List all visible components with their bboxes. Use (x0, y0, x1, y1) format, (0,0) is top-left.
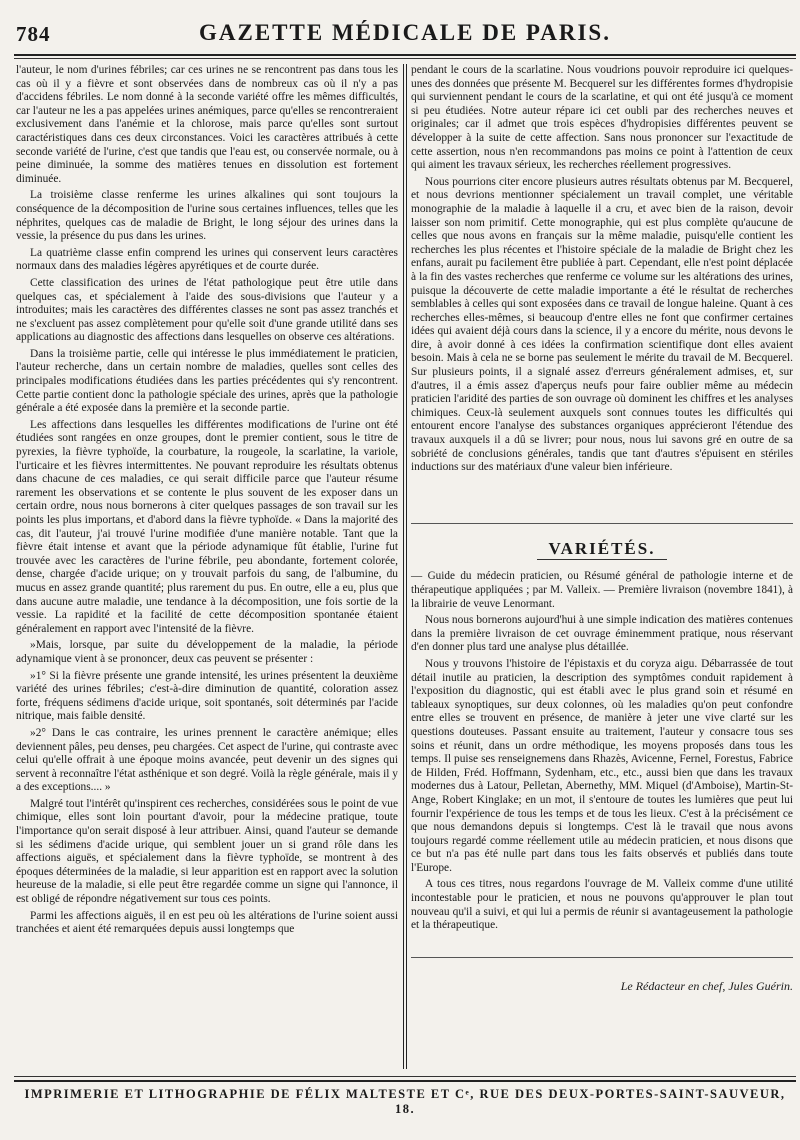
page-header (14, 14, 796, 54)
left-paragraph: l'auteur, le nom d'urines fébriles; car ces urines ne se rencontrent pas dans tous les cas où il y a fièvre et sont observées dans de nombreux cas où il n'y a pas d'accidens fébriles. Le nom donné à la seconde variété offre les mêmes difficultés, car l'auteur ne les a pas appelées urines anémiques, parce qu'elles se rencontreraient exclusivement dans l'anémie et la chlorose, mais parce qu'elles sont surtout caractéristiques dans ces deux circonstances. Voici les caractères attribués à cette seconde variété de l'urine, c'est que tandis que l'eau est, ou conservée normale, ou à peine diminuée, la somme des matières tenues en dissolution est fortement diminuée. (16, 64, 398, 185)
editor-signature (411, 957, 793, 994)
right-paragraph: Nous y trouvons l'histoire de l'épistaxis et du coryza aigu. Débarrassée de tout détail inutile au praticien, la description des symptômes conduit rapidement à l'exposition du diagnostic, qui est établi avec le plus grand soin et résumé en tableaux synoptiques, sur deux colonnes, où les maladies qu'on peut confondre entre elles se trouvent en présence, de manière à jeter une vive clarté sur les questions douteuses. Passant ensuite au traitement, l'auteur y consacre tous ses soins et réunit, dans un ordre méthodique, les moyens proposés dans tous les temps. Il puise ses renseignemens dans Rhazès, Avicenne, Fernel, Forestus, Fabrice de Hilden, Fréd. Hoffmann, Sydenham, etc., etc., aussi bien que dans les travaux modernes dus à Latour, Pelletan, Abernethy, MM. Miquel (d'Amboise), Martin-St-Ange, Robert Kinglake; en un mot, il s'entoure de toutes les lumières que peut lui fournir l'expérience de tous les temps et de tous les lieux. C'est à la précisément ce que nous demandons depuis si longtemps. C'est là le travail que nous avons toujours regardé comme réellement utile au médecin praticien, et nous disons que ce but n'a pas été nulle part dans tous les faits observés et publiés dans toute l'Europe. (411, 657, 793, 874)
newspaper-page (14, 14, 796, 1124)
left-paragraph: »1° Si la fièvre présente une grande intensité, les urines présentent la deuxième variété des urines fébriles; c'est-à-dire diminution de quantité, coloration assez forte, fréquens sédimens d'acide urique, soit spontanés, soit déterminés par l'acide nitrique, mais faible densité. (16, 669, 398, 723)
column-divider (403, 64, 404, 1069)
editor-line: Le Rédacteur en chef, Jules Guérin. (620, 978, 793, 993)
journal-title: GAZETTE MÉDICALE DE PARIS. (199, 20, 611, 45)
left-column (16, 64, 398, 940)
printer-imprint: IMPRIMERIE ET LITHOGRAPHIE DE FÉLIX MALTESTE ET Cᵉ, RUE DES DEUX-PORTES-SAINT-SAUVEUR, 18. (24, 1087, 786, 1116)
right-paragraph: A tous ces titres, nous regardons l'ouvrage de M. Valleix comme d'une utilité incontestable pour le praticien, et nous ne pouvons qu'approuver le plan tout nouveau qu'il a suivi, et qui lui a permis de réunir si avantageusement la pathologie et la thérapeutique. (411, 878, 793, 932)
column-divider (406, 64, 407, 1069)
left-paragraph: »Mais, lorsque, par suite du développement de la maladie, la période adynamique vient à se prononcer, deux cas peuvent se présenter : (16, 639, 398, 665)
body-columns (14, 64, 796, 1069)
right-column (411, 64, 793, 993)
left-paragraph: »2° Dans le cas contraire, les urines prennent le caractère anémique; elles deviennent pâles, peu denses, peu chargées. Cet aspect de l'urine, qui contraste avec celui qu'elle offrait à une époque moins avancée, peut devenir un des signes qui servent à reconnaître l'état asthénique et son degré. Voilà la règle générale, mais il y a des exceptions.... » (16, 726, 399, 794)
header-rule-thin (14, 58, 796, 59)
page-number: 784 (16, 22, 51, 46)
left-paragraph: Les affections dans lesquelles les différentes modifications de l'urine ont été étudiées sont rangées en onze groupes, dont le premier contient, sous le titre de pyrexies, la fièvre typhoïde, la courbature, la rougeole, la scarlatine, la variole, l'urticaire et les fièvres intermittentes. Ne pouvant reproduire les résultats obtenus dans chacune de ces maladies, ce qui serait difficile parce que l'auteur résume rarement les observations et se contente le plus souvent de les exposer dans un certain ordre, nous nous bornerons à citer quelques passages de son travail sur les points les plus importans, et d'abord dans la fièvre typhoïde. « Dans la majorité des cas, dit l'auteur, j'ai trouvé l'urine modifiée d'une manière notable. Tant que la fièvre était intense et avant que la période adynamique fût établie, l'urine fut trouvée avec les caractères de l'urine fébrile, peu abondante, fortement colorée, dense, chargée d'acide urique; on y trouvait parfois du sang, de l'albumine, du mucus en assez grande quantité; plus rarement du pus. En outre, elle a eu, plus que dans aucune autre maladie, une tendance à la décomposition, une fois sortie de la vessie. La rapidité et la facilité de cette décomposition spontanée étaient généralement en rapport avec l'intensité de la fièvre. (16, 418, 398, 635)
left-paragraph: La troisième classe renferme les urines alkalines qui sont toujours la conséquence de la décomposition de l'urine sous certaines influences, telles que les néphrites, quelques cas de maladie de Bright, le long séjour des urines dans la vessie, la présence du pus dans les urines. (16, 189, 398, 243)
right-paragraph: Nous nous bornerons aujourd'hui à une simple indication des matières contenues dans la première livraison de cet ouvrage éminemment pratique, nous réservant d'en donner plus tard une analyse plus détaillée. (411, 614, 793, 654)
right-paragraph: pendant le cours de la scarlatine. Nous voudrions pouvoir reproduire ici quelques-unes des données que présente M. Becquerel sur les différentes formes d'hydropisie qui surviennent pendant le cours de la scarlatine, et qui ont été jusqu'à ce moment si peu étudiées. Notre auteur répare ici cet oubli par des recherches neuves et originales; car il admet que trois espèces d'hydropisies différentes peuvent se développer à la suite de cette affection. Sans nous prononcer sur l'exactitude de cette assertion, nous n'en recommandons pas moins ce point à l'attention de ceux qui aiment les travaux sérieux, les recherches réellement progressives. (411, 64, 793, 172)
left-paragraph: La quatrième classe enfin comprend les urines qui conservent leurs caractères normaux dans des maladies légères apyrétiques et de courte durée. (16, 246, 398, 273)
section-title-varietes: VARIÉTÉS. (411, 523, 793, 556)
left-paragraph: Cette classification des urines de l'état pathologique peut être utile dans quelques cas, et spécialement à l'aide des sous-divisions que l'auteur y a introduites; mais les caractères des différentes classes ne sont pas assez tranchés et ne s'excluent pas assez complètement pour qu'elle soit d'une grande utilité dans ses applications au diagnostic des affections dans lesquelles on observe ces altérations. (16, 276, 398, 344)
left-paragraph: Dans la troisième partie, celle qui intéresse le plus immédiatement le praticien, l'auteur recherche, dans un certain nombre de maladies, quelles sont celles des principales modifications étudiées dans les parties précédentes qui s'y rencontrent. Cette partie contient donc la pathologie spéciale des urines, après que la pathologie générale a été exposée dans la première et la seconde partie. (16, 347, 398, 415)
header-rule-thick (14, 54, 796, 56)
left-paragraph: Parmi les affections aiguës, il en est peu où les altérations de l'urine soient aussi tranchées et aient été remarquées depuis aussi longtemps que (16, 909, 398, 936)
section-rule (537, 559, 667, 560)
footer-rule-thin (14, 1076, 796, 1077)
footer-rule-thick (14, 1080, 796, 1082)
review-heading: — Guide du médecin praticien, ou Résumé général de pathologie interne et de thérapeutique appliquées ; par M. Valleix. — Première livraison (novembre 1841), à la librairie de veuve Lenormant. (411, 570, 793, 610)
right-paragraph: Nous pourrions citer encore plusieurs autres résultats obtenus par M. Becquerel, et nous devrions mentionner spécialement un travail complet, une véritable monographie de la maladie à laquelle il a cru, et avec bien de la raison, devoir laisser son nom primitif. Cette monographie, qui est plus complète qu'aucune de celles que nous avons en français sur la même maladie, puisqu'elle contient les recherches les plus récentes et l'histoire spéciale de la maladie de Bright chez les enfans, aurait pu facilement être publiée à part. Cependant, elle n'est point déplacée à la fin des vastes recherches que renferme ce volume sur les altérations des urines, puisque la découverte de cette maladie importante a été le résultat de recherches semblables à celles qui sont exposées dans ce travail de longue haleine. Quant à ces recherches elles-mêmes, si beaucoup d'entre elles ne font que confirmer certaines idées qui avaient déjà cours dans la science, il y a encore du mérite, nous devons le dire, à avoir donné à ces idées la confirmation scientifique dont elles avaient besoin. Mais à cela ne se borne pas seulement le mérite du travail de M. Becquerel. Sur plusieurs points, il a signalé assez d'erreurs généralement admises, et, sur d'autres, il a émis assez d'aperçus neufs pour faire oublier même au médecin praticien l'aridité des parties de son ouvrage où dominent les chiffres et les analyses chimiques. Ceux-là seulement auxquels sont connues toutes les difficultés qui entourent encore l'analyse des substances organiques apprécieront l'étendue des travaux auxquels il a dû se livrer; pour nous, nous lui savons gré en outre de sa sobriété de conclusions générales, tandis que tant d'autres s'épuisent en stériles inductions sur des matériaux d'une valeur bien inférieure. (411, 175, 793, 474)
left-paragraph: Malgré tout l'intérêt qu'inspirent ces recherches, considérées sous le point de vue chimique, elles sont loin pourtant d'avoir, pour la médecine pratique, toute l'importance qu'on serait disposé à leur attribuer. Ainsi, quand l'auteur se demande si les sédimens d'acide urique, qui semblent jouer un si grand rôle dans les affections aiguës, et spécialement dans la fièvre typhoïde, se montrent à des époques déterminées de la maladie, si leur apparition est en rapport avec la solution heureuse de la maladie, si elle peut être regardée comme un signe qui l'annonce, il est obligé de répondre négativement sur tous ces points. (16, 797, 398, 906)
